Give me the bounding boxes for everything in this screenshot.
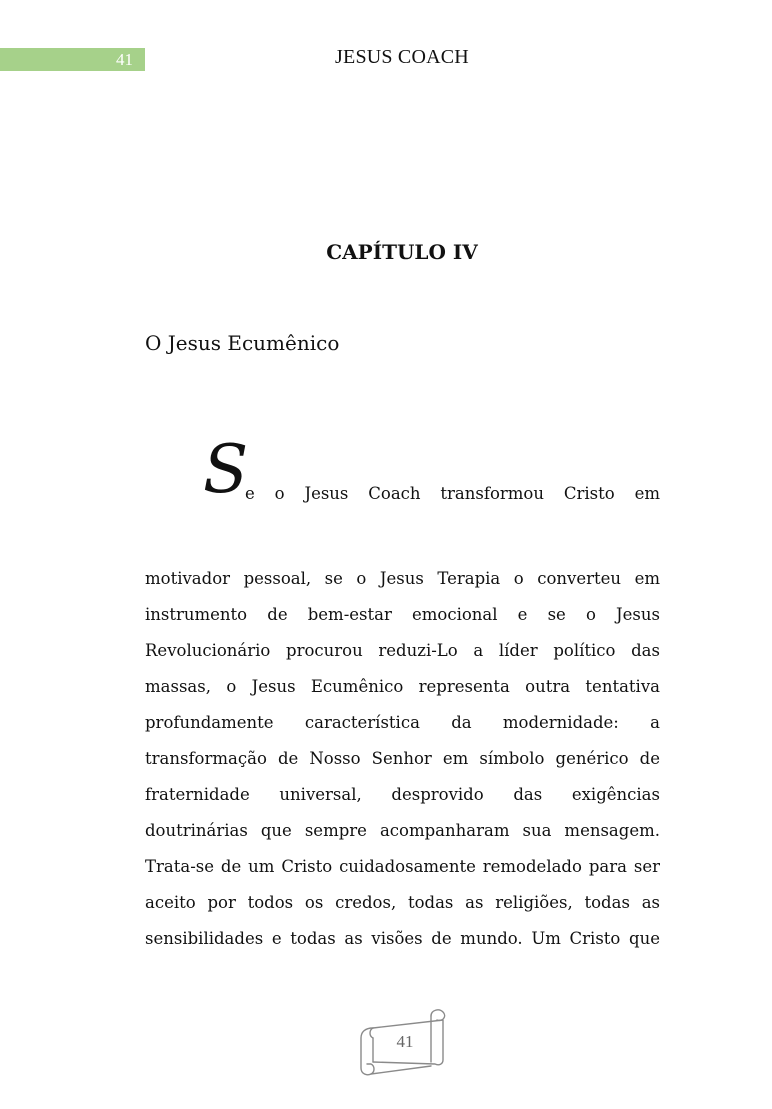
body-line: Trata-se de um Cristo cuidadosamente remodelado para ser (145, 857, 660, 876)
body-line: massas, o Jesus Ecumênico representa outra tentativa (145, 677, 660, 696)
body-line: aceito por todos os credos, todas as religiões, todas as (145, 893, 660, 912)
running-header-title: JESUS COACH (335, 46, 469, 68)
chapter-title: CAPÍTULO IV (326, 240, 478, 264)
body-line: transformação de Nosso Senhor em símbolo genérico de (145, 749, 660, 768)
header-page-number: 41 (0, 48, 145, 71)
body-line: Revolucionário procurou reduzi-Lo a líder político das (145, 641, 660, 660)
body-line: motivador pessoal, se o Jesus Terapia o converteu em (145, 569, 660, 588)
body-line: doutrinárias que sempre acompanharam sua mensagem. (145, 821, 660, 840)
footer-page-number: 41 (396, 1032, 414, 1051)
body-line: sensibilidades e todas as visões de mundo. Um Cristo que (145, 929, 660, 948)
drop-cap-letter: S (203, 431, 249, 508)
body-line: instrumento de bem-estar emocional e se o Jesus (145, 605, 660, 624)
body-paragraph (145, 561, 660, 957)
body-line: profundamente característica da modernidade: a (145, 713, 660, 732)
section-title: O Jesus Ecumênico (145, 331, 340, 355)
body-line: fraternidade universal, desprovido das exigências (145, 785, 660, 804)
opening-paragraph-first-line (145, 430, 660, 510)
first-line-text: e o Jesus Coach transformou Cristo em (245, 484, 660, 503)
